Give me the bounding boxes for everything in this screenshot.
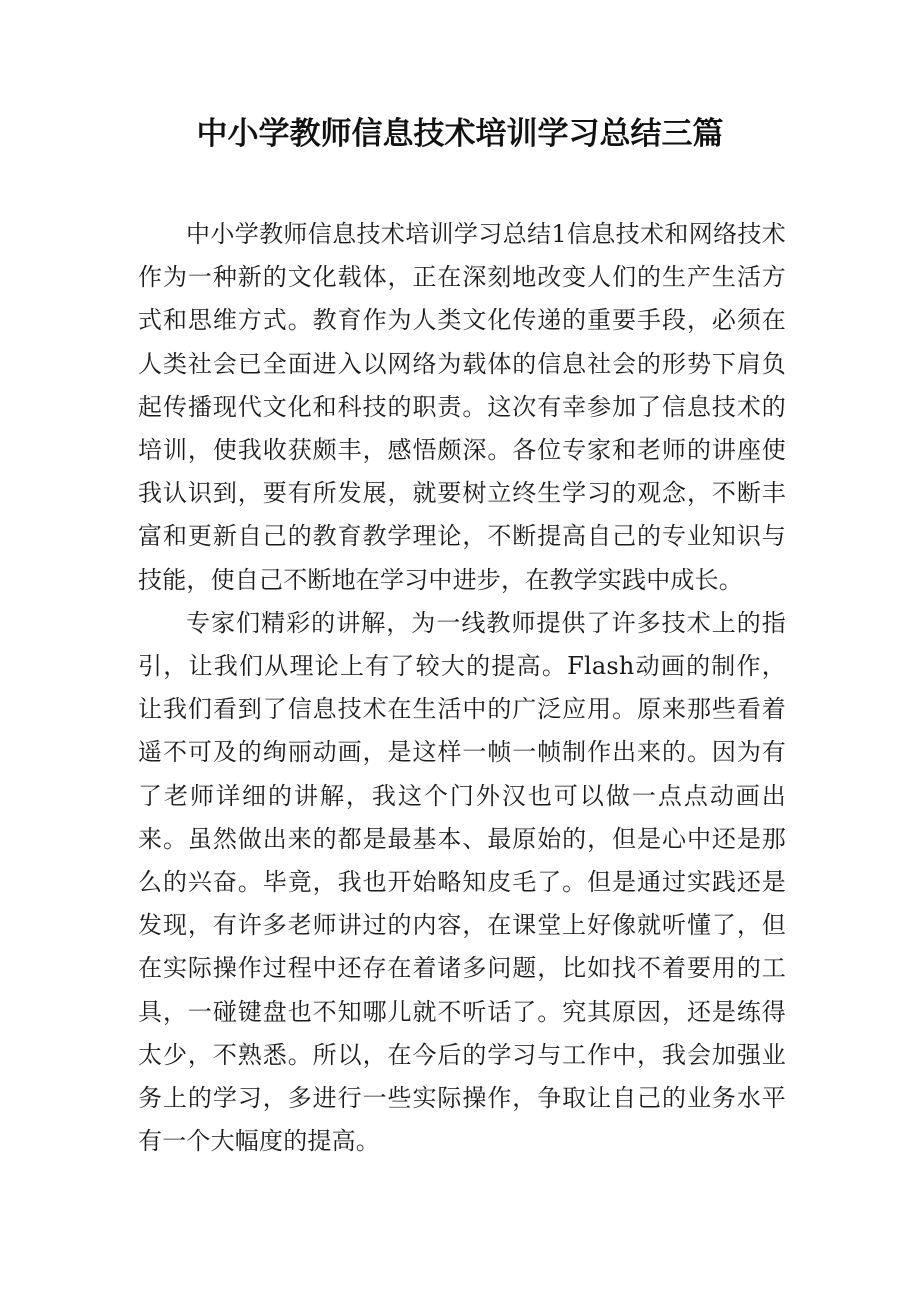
paragraph-1: 中小学教师信息技术培训学习总结1信息技术和网络技术作为一种新的文化载体，正在深刻地改变人们的生产生活方式和思维方式。教育作为人类文化传递的重要手段，必须在人类社会已全面进入以网络为载体的信息社会的形势下肩负起传播现代文化和科技的职责。这次有幸参加了信息技术的培训，使我收获颇丰，感悟颇深。各位专家和老师的讲座使我认识到，要有所发展，就要树立终生学习的观念，不断丰富和更新自己的教育教学理论，不断提高自己的专业知识与技能，使自己不断地在学习中进步，在教学实践中成长。 bbox=[138, 220, 786, 594]
document-title: 中小学教师信息技术培训学习总结三篇 bbox=[196, 116, 724, 152]
paragraph-2: 专家们精彩的讲解，为一线教师提供了许多技术上的指引，让我们从理论上有了较大的提高。Flash动画的制作，让我们看到了信息技术在生活中的广泛应用。原来那些看着遥不可及的绚丽动画，是这样一帧一帧制作出来的。因为有了老师详细的讲解，我这个门外汉也可以做一点点动画出来。虽然做出来的都是最基本、最原始的，但是心中还是那么的兴奋。毕竟，我也开始略知皮毛了。但是通过实践还是发现，有许多老师讲过的内容，在课堂上好像就听懂了，但在实际操作过程中还存在着诸多问题，比如找不着要用的工具，一碰键盘也不知哪儿就不听话了。究其原因，还是练得太少，不熟悉。所以，在今后的学习与工作中，我会加强业务上的学习，多进行一些实际操作，争取让自己的业务水平有一个大幅度的提高。 bbox=[138, 608, 786, 1156]
document-body bbox=[138, 213, 786, 1163]
